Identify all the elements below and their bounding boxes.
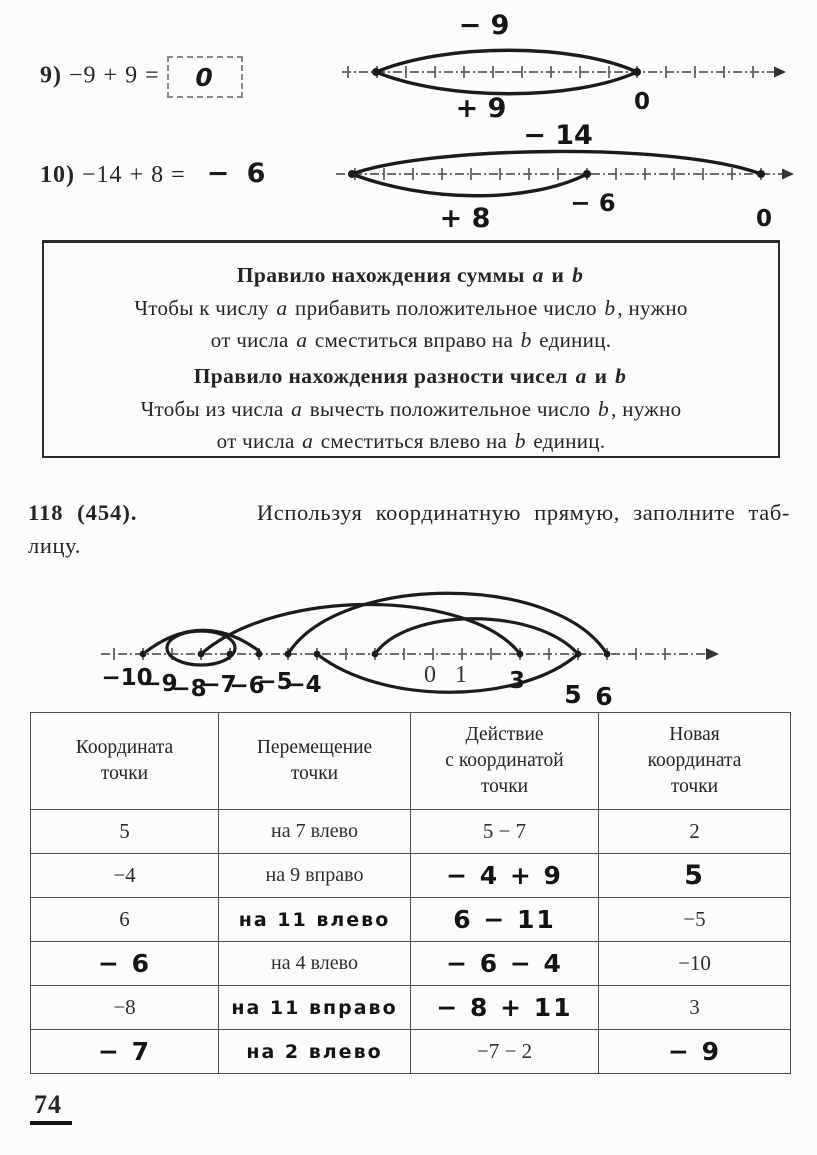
tick-label-minus7: −7 [201, 672, 237, 698]
problem-9-number: 9) [40, 62, 62, 89]
arc-plus-8 [352, 174, 587, 196]
header-action: Действие с координатой точки [411, 713, 599, 810]
table-row [31, 810, 791, 854]
arc-plus-9 [376, 72, 637, 94]
cell-r5-action: − 8 + 11 [411, 986, 599, 1030]
tick-label-0: 0 [424, 662, 436, 688]
tick-label-3: 3 [508, 668, 526, 694]
tick-label-5: 5 [564, 680, 582, 709]
tick-label-minus8: −8 [171, 676, 207, 702]
table-header-row [31, 713, 791, 810]
label-zero: 0 [633, 89, 651, 115]
tick-label-6: 6 [595, 682, 613, 710]
table-row [31, 986, 791, 1030]
cell-r6-action: −7 − 2 [411, 1030, 599, 1074]
task-118-text-line2: лицу. [28, 533, 81, 558]
cell-r6-movement: на 2 влево [219, 1030, 411, 1074]
task-118-heading [28, 496, 790, 562]
header-coordinate: Координата точки [31, 713, 219, 810]
label-plus-8: + 8 [439, 203, 491, 234]
cell-r4-movement: на 4 влево [219, 942, 411, 986]
difference-rule-line-1: Чтобы из числа a вычесть положительное число b, нужно [140, 397, 682, 421]
cell-r1-action: 5 − 7 [411, 810, 599, 854]
task-118-number: 118 (454). [28, 500, 138, 525]
cell-r3-action: 6 − 11 [411, 898, 599, 942]
cell-r4-action: − 6 − 4 [411, 942, 599, 986]
axis-arrow-icon [774, 67, 786, 78]
table-row [31, 942, 791, 986]
label-minus-9: − 9 [458, 10, 510, 41]
arc-minus-9 [376, 50, 637, 72]
cell-r5-movement: на 11 вправо [219, 986, 411, 1030]
cell-r3-new-coordinate: −5 [599, 898, 791, 942]
cell-r2-coordinate: −4 [31, 854, 219, 898]
cell-r1-coordinate: 5 [31, 810, 219, 854]
problem-10-number: 10) [40, 162, 75, 188]
cell-r6-new-coordinate: − 9 [599, 1030, 791, 1074]
label-minus-14: − 14 [523, 122, 593, 151]
axis-arrow-icon [782, 169, 794, 180]
task-118-table [30, 712, 791, 1074]
table-row [31, 854, 791, 898]
arc-6-to-minus5 [288, 593, 607, 654]
rule-box [42, 240, 780, 458]
tick-label-1: 1 [455, 662, 467, 688]
problem-10 [40, 158, 269, 189]
label-minus-6: − 6 [570, 189, 616, 217]
problem-9-answer: 0 [195, 62, 214, 92]
cell-r6-coordinate: − 7 [31, 1030, 219, 1074]
header-new-coordinate: Новая координата точки [599, 713, 791, 810]
cell-r5-coordinate: −8 [31, 986, 219, 1030]
problem-9-expression: −9 + 9 = [69, 62, 160, 89]
numberline-problem-10 [330, 122, 812, 236]
task-118-text-line1: Используя координатную прямую, заполните таб- [256, 500, 790, 525]
tick-label-minus5: −5 [257, 669, 293, 695]
problem-9 [40, 56, 243, 98]
sum-rule-line-2: от числа a сместиться вправо на b единиц. [210, 328, 612, 352]
difference-rule-title: Правило нахождения разности чисел a и b [193, 364, 627, 388]
arc-minus8-to-3 [201, 604, 520, 654]
tick-label-minus6: −6 [229, 673, 265, 699]
header-movement: Перемещение точки [219, 713, 411, 810]
tick-label-minus10: −10 [101, 665, 153, 691]
axis-arrow-icon [706, 648, 719, 660]
sum-rule-line-1: Чтобы к числу a прибавить положительное число b, нужно [134, 296, 688, 320]
tick-label-minus9: −9 [142, 671, 178, 697]
tick-label-minus4: −4 [286, 672, 322, 698]
cell-r3-coordinate: 6 [31, 898, 219, 942]
table-row [31, 1030, 791, 1074]
label-plus-9: + 9 [455, 93, 507, 122]
cell-r4-new-coordinate: −10 [599, 942, 791, 986]
cell-r1-new-coordinate: 2 [599, 810, 791, 854]
problem-10-expression: −14 + 8 = [82, 162, 186, 188]
cell-r4-coordinate: − 6 [31, 942, 219, 986]
cell-r5-new-coordinate: 3 [599, 986, 791, 1030]
table-row [31, 898, 791, 942]
cell-r2-movement: на 9 вправо [219, 854, 411, 898]
label-zero: 0 [755, 206, 773, 232]
numberline-problem-9 [336, 10, 808, 122]
arc-minus4-to-5 [317, 654, 578, 692]
difference-rule-line-2: от числа a сместиться влево на b единиц. [216, 429, 606, 453]
cell-r1-movement: на 7 влево [219, 810, 411, 854]
page-number: 74 [30, 1090, 72, 1125]
cell-r2-new-coordinate: 5 [599, 854, 791, 898]
cell-r2-action: − 4 + 9 [411, 854, 599, 898]
sum-rule-title: Правило нахождения суммы a и b [236, 263, 584, 287]
problem-9-answer-box [167, 56, 243, 98]
cell-r3-movement: на 11 влево [219, 898, 411, 942]
problem-10-answer: − 6 [206, 158, 270, 189]
numberline-task-118 [83, 558, 733, 710]
